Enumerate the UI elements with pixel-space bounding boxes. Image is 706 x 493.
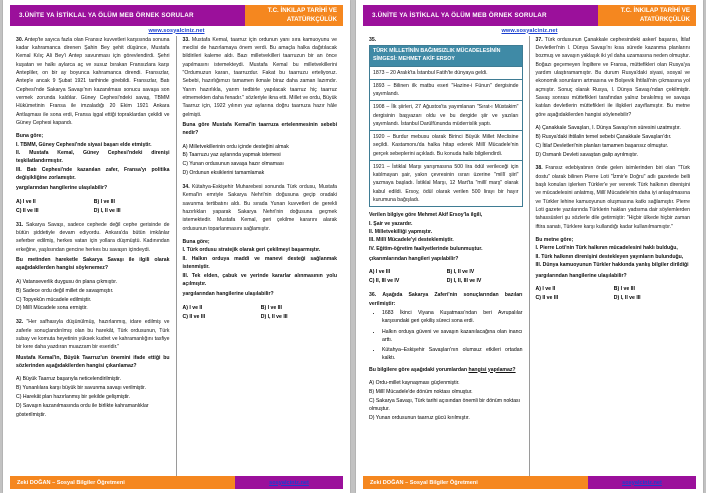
option-c[interactable]: C) Sakarya Savaşı, Türk tarihi açısından önemli bir dönüm noktası olmuştur. — [369, 397, 521, 413]
option-c[interactable]: C) Topyekûn mücadele edilmiştir. — [16, 296, 92, 303]
question-36-stem — [369, 366, 523, 374]
question-35-options — [369, 268, 523, 286]
question-35-roman-3: III. Millî Mücadele'yi desteklemiştir. — [369, 237, 454, 244]
option-a[interactable]: A) Büyük Taarruz başarıyla neticelendirilmiştir. — [16, 376, 122, 383]
bullet-item: • Kütahya–Eskişehir Savaşları'nın olumsuz etkileri ortadan kalktı. — [382, 346, 523, 363]
question-34-stem: yargılarından hangilerine ulaşılabilir? — [182, 291, 274, 298]
question-38-roman-3: III. Dünya kamuoyunun Türkler hakkında yanlış bilgiler dirildiği — [535, 262, 689, 269]
course-title-line2: ATATÜRKÇÜLÜK — [639, 15, 690, 23]
question-35-number: 35. — [369, 36, 377, 43]
question-32-options — [16, 375, 170, 419]
option-c[interactable]: C) Harekât plan hazırlanmış bir şekilde gelişmiştir. — [16, 394, 130, 400]
option-c[interactable]: C) II ve III — [182, 313, 206, 320]
option-d[interactable]: D) I, II ve III — [613, 294, 641, 301]
option-b[interactable]: B) Taarruzu yaz aylarında yapmak istemesi — [182, 152, 281, 159]
option-a[interactable]: A) I ve II — [182, 304, 203, 311]
question-30-lead: Buna göre; — [16, 133, 44, 140]
question-37 — [536, 36, 691, 119]
question-35-number-line — [369, 36, 523, 44]
question-38-number: 38. — [535, 165, 543, 172]
option-a[interactable]: A) I ve II — [16, 198, 36, 205]
option-a[interactable]: A) Milletvekillerinin ordu içinde desteğini almak — [182, 143, 289, 150]
question-36-lead-line — [369, 291, 523, 308]
question-37-number: 37. — [535, 36, 543, 43]
course-title — [598, 5, 696, 26]
option-d[interactable]: D) I, II, III ve IV — [446, 278, 482, 285]
question-35-lead: Verilen bilgiye göre Mehmet Akif Ersoy'la ilgili, — [369, 212, 483, 219]
question-36-options — [369, 379, 523, 423]
question-38-romans — [536, 236, 691, 280]
option-d[interactable]: D) Ordunun eksiklerini tamamlamak — [182, 170, 265, 177]
question-38-roman-2: II. Türk halkının direnişini destekleyen yayınların bulunduğu, — [535, 253, 684, 260]
option-b[interactable]: B) I ve III — [260, 304, 282, 311]
question-30-roman-1: I. TBMM, Güney Cephesi'nde siyasi başarı elde etmiştir. — [16, 141, 152, 148]
page-columns — [363, 36, 696, 477]
question-30-roman-2: II. Mustafa Kemal, Güney Cephesi'ndeki direnişi teşkilatlandırmıştır. — [16, 149, 170, 165]
column-right — [530, 36, 697, 477]
question-37-options — [536, 124, 691, 159]
option-a[interactable]: A) I ve III — [369, 269, 391, 276]
question-31-options — [16, 278, 170, 313]
option-a[interactable]: A) Vatanseverlik duygusu ön plana çıkmıştır. — [16, 278, 118, 285]
question-35-roman-2: II. Milletvekilliği yapmıştır. — [369, 228, 433, 235]
question-30-roman-3: III. Batı Cephesi'nde kazanılan zafer, Fransa'yı politika değişikliğine zorlamıştır. — [16, 166, 170, 181]
option-c[interactable]: C) II ve III — [535, 294, 559, 301]
infobox-row: 1908 – İlk şiirleri, 27 Ağustos'ta yayımlanan "Sırat-ı Müstakim" dergisinin başyazarı oldu ve bu dergide şiir ve yazıları yayımlandı. İstanbul Darülfünunda müderrislik yaptı. — [370, 100, 522, 130]
site-link-top[interactable]: www.sosyalciniz.net — [501, 27, 558, 34]
question-35-roman-4: IV. Eğitim-öğretim faaliyetlerinde bulunmuştur. — [369, 245, 483, 252]
option-b[interactable]: B) I ve III — [93, 198, 115, 205]
question-36-stem-line1: Bu bilgilere göre aşağıdaki yorumlardan — [369, 366, 467, 373]
question-32-body: "Her safhasıyla düşünülmüş, hazırlanmış, idare edilmiş ve zaferle sonuçlandırılmış olan bu harekât, Türk ordusunun, Türk subay ve komuta heyetinin yüksek kudret ve kahramanlığını tasfiye bir kere daha yazdıran muazzam bir eseridir." — [16, 319, 170, 351]
question-36-number: 36. — [369, 292, 377, 299]
infobox-row: 1893 – Bilinen ilk matbu eseri "Hazine-i Fünun" dergisinde yayımlandı. — [370, 79, 522, 101]
question-36-bullets — [369, 309, 523, 363]
option-a[interactable]: A) Ordu-millet kaynaşması güçlenmiştir. — [369, 379, 460, 386]
question-33-number: 33. — [182, 36, 190, 43]
page-footer — [10, 476, 343, 489]
footer-author: Zeki DOĞAN – Sosyal Bilgiler Öğretmeni — [10, 476, 235, 489]
column-left — [10, 36, 177, 477]
option-c[interactable]: C) Yunan ordusunun savaşa hazır olmaması — [182, 161, 284, 168]
option-d[interactable]: D) Osmanlı Devleti savaştan galip ayrılmıştır. — [535, 151, 639, 158]
question-31-body: Sakarya Savaşı, sadece cephede değil cephe gerisinde de bütün şiddetiyle devam ediyordu. Ankara'da bütün imkânlar seferber edilmiş, herkes vatan için yollara düşmüştü. Kadınından erkeğine, yaşlısından gencine herkes bu savaşın içindeydi. — [16, 221, 170, 253]
option-d[interactable]: D) I, II ve III — [93, 207, 121, 214]
question-35-romans — [369, 211, 523, 263]
question-30-body: Antep'te sayıca fazla olan Fransız kuvvetleri karşısında sonuna kadar kahramanca direnen Şahin Bey şehit düşünce, Mustafa Kemal Kılıç Ali Bey'i Antep savunması için görevlendirdi. Şehri kuşatan ve halkı aylarca aç ve susuz bırakan Fransızlara karşı Antepliler, on bir ay boyunca kahramanca direndi. Fransızlar, Antep'e ancak 9 Şubat 1921 tarihinde girebildi. Fransızlar, Batı Cephesi'nde Sakarya Savaşı'nın kazanılması sonucu savaşa son vermek zorunda kaldılar. Güney Cephesi'ndeki savaş, TBMM Hükümetinin Fransa ile imzaladığı 20 Ekim 1921 Ankara Antlaşması ile sona erdi, Fransa işgal ettiği topraklardan çekildi ve Güney Cephesi kapandı. — [16, 36, 170, 126]
option-b[interactable]: B) I ve III — [613, 285, 635, 292]
page-columns — [10, 36, 343, 477]
course-title — [245, 5, 343, 26]
footer-site-link[interactable]: sosyalciniz.net — [235, 476, 343, 489]
option-c[interactable]: C) II, III ve IV — [369, 278, 400, 285]
site-link-top[interactable]: www.sosyalciniz.net — [148, 27, 205, 34]
option-c[interactable]: C) II ve III — [16, 207, 39, 214]
question-30-number: 30. — [16, 36, 24, 43]
option-b[interactable]: B) Millî Mücadele'de dönüm noktası olmuştur. — [369, 388, 473, 395]
option-a[interactable]: A) I ve II — [535, 285, 556, 292]
question-38-options — [536, 285, 691, 303]
question-38-lead: Bu metne göre; — [535, 237, 574, 244]
bullet-item: • Halkın orduya güveni ve savaşın kazanılacağına olan inancı arttı. — [382, 328, 523, 345]
option-b[interactable]: B) Rusya'daki ihtilalin temel sebebi Çanakkale Savaşları'dır. — [535, 133, 672, 140]
question-33 — [183, 36, 338, 138]
column-right — [177, 36, 344, 477]
bullet-item: • 1683 İkinci Viyana Kuşatması'ndan beri Avrupalılar karşısındaki geri çekiliş süreci sona erdi. — [382, 309, 523, 326]
question-33-body: Mustafa Kemal, taarruz için ordunun yanı sıra kamuoyunu ve meclisi de hazırlamaya önem verdi. Bu amaçla halka dağıtılacak bildirileri kaleme aldı. Bazı milletvekilleri taarruzun bir an önce yapılmasını istemekteydi. Mustafa Kemal bu milletvekillerini "Ordumuzun kararı, taarruzdur. Fakat bu taarruzu erteliyoruz. Sebebi, hazırlığımızı tamamen ikmale biraz daha zaman lazımdır. Yarım hazırlıkla, yarım tedbirle yapılacak taarruz hiç taarruz etmemekten daha fenadır." sözleriyle ikna etti. Millet ve ordu, Büyük Taarruz için, 1922 yılının yaz aylarına doğru taarruza hazır hâle gelmişti. — [182, 36, 337, 118]
option-d[interactable]: D) I, II ve III — [260, 313, 288, 320]
infobox-row: 1920 – Burdur mebusu olarak Birinci Büyük Millet Meclisine seçildi. Kastamonu'da halka hitap ederek Millî Mücadele'nin gerçek sebeplerini açıkladı. Bu konuda halkı bilgilendirdi. — [370, 130, 522, 160]
course-title-line1: T.C. İNKILAP TARİHİ VE — [267, 6, 337, 14]
question-35-roman-1: I. Şair ve yazardır. — [369, 220, 413, 227]
footer-author: Zeki DOĞAN – Sosyal Bilgiler Öğretmeni — [363, 476, 588, 489]
question-38-stem: yargılarından hangilerine ulaşılabilir? — [535, 272, 627, 279]
question-38 — [536, 164, 691, 231]
option-d[interactable]: D) Millî Mücadele sona ermiştir. — [16, 305, 88, 312]
infobox-title: TÜRK MİLLETİNİN BAĞIMSIZLIK MÜCADELESİNİN SİMGESİ: MEHMET AKİF ERSOY — [370, 46, 522, 66]
question-31 — [16, 221, 170, 273]
question-34-roman-3: III. Tek elden, çabuk ve yerinde kararlar alınmasının yolu açılmıştır. — [182, 272, 337, 287]
question-36-stem-line2: hangisi yapılamaz? — [468, 366, 516, 373]
page-header — [363, 5, 696, 26]
question-34 — [183, 183, 338, 233]
mehmet-akif-ersoy-infobox — [369, 45, 523, 207]
unit-title: 3.ÜNİTE YA İSTİKLAL YA ÖLÜM MEB ÖRNEK SORULAR — [10, 5, 245, 26]
option-b[interactable]: B) I, II ve IV — [446, 269, 475, 276]
option-d[interactable]: D) Savaşın kazanılmasında ordu ile birlikte kahramanlıklar gösterilmiştir. — [16, 402, 149, 418]
unit-title: 3.ÜNİTE YA İSTİKLAL YA ÖLÜM MEB ÖRNEK SORULAR — [363, 5, 598, 26]
question-34-number: 34. — [182, 184, 190, 191]
option-b[interactable]: B) Yunanlılara karşı büyük bir savunma savaşı verilmiştir. — [16, 385, 146, 392]
question-34-body: Kütahya-Eskişehir Muharebesi sonunda Türk ordusu, Mustafa Kemal'in emriyle Sakarya Nehri'nin doğusuna geçip oradaki savunma tertibatını aldı. Bu sırada Yunan kuvvetleri de gerekli hazırlıkları yaparak Sakarya Nehri'nin doğusuna geçmek istemektedir. Mustafa Kemal, geri çekilme kararını alarak ordusunun toparlanmasını sağlamıştır. — [182, 184, 337, 232]
question-35-stem: çıkarımlarından hangileri yapılabilir? — [369, 255, 459, 262]
question-34-options — [183, 304, 338, 322]
question-30-romans — [16, 132, 170, 192]
question-32-number: 32. — [16, 319, 24, 326]
question-34-roman-2: II. Halkın orduya maddi ve manevi desteği sağlanmak istenmiştir. — [182, 255, 337, 271]
question-36-lead: Aşağıda Sakarya Zaferi'nin sonuçlarından bazıları verilmiştir: — [369, 292, 523, 307]
question-33-stem: Buna göre Mustafa Kemal'in taarruza ertelenmesinin sebebi nedir? — [182, 121, 337, 137]
course-title-line1: T.C. İNKILAP TARİHİ VE — [620, 6, 690, 14]
question-32 — [16, 318, 170, 370]
question-38-body: Fransız edebiyatının önde gelen isimlerinden biri olan "Türk dostu" olarak bilinen Pierre Loti "İzmir'e Doğru" adlı gazetede belli başlı konuları işlerken Türkler'e yer vererek Türk halkının direnişini ve mücadelesini anlatmış, Millî Mücadele'nin daha iyi anlaşılmasına ve Türkler lehine kamuoyunun oluşmasına katkı sağlamıştır. Pierre Loti gazete yazılarında Türklerin hakları yadsıma dair söylemlerden tahassüsleri şu sözlerle dile getirmiştir: "Hiçbir ülkede hiçbir zaman iftira sanatı, Türklere karşı kullandığı kadar kullanılmamıştır." — [535, 165, 690, 230]
option-a[interactable]: A) Çanakkale Savaşları, I. Dünya Savaşı'nın süresini uzatmıştır. — [535, 124, 681, 131]
question-37-body: Türk ordusunun Çanakkale cephesindeki askerî başarısı, İtilaf Devletleri'nin I. Dünya Savaşı'nı kısa sürede kazanma planlarını bozmuş ve savaşın yaklaşık iki yıl daha uzamasına neden olmuştur. Boğazı geçemeyen İngiltere ve Fransa, müttefikleri olan Rusya'ya yardım ulaştıramamıştır. Bu durum Rusya'daki siyasi, sosyal ve ekonomik sorunların artmasına ve Bolşevik İhtilali'nin çıkmasına yol açmıştır. Sonuç olarak Rusya, I. Dünya Savaşı'ndan çekilmiştir. Savaş sonrası müttefikleri tarafından yalnız bırakılmış ve savaşa katılan devletlerin müttefikleri ile ilişkileri zayıflamıştır. Bu metne göre aşağıdakilerden hangisi söylenebilir? — [535, 36, 690, 118]
question-30-options — [16, 198, 170, 216]
option-b[interactable]: B) Sadece ordu değil millet de savaşmıştır. — [16, 287, 114, 294]
footer-site-link[interactable]: sosyalciniz.net — [588, 476, 696, 489]
question-34-lead: Buna göre; — [182, 239, 210, 246]
option-c[interactable]: C) İtilaf Devletleri'nin planları tamamen başarısız olmuştur. — [535, 142, 669, 149]
question-31-stem: Bu metinden hareketle Sakarya Savaşı ile ilgili olarak aşağıdakilerden hangisi söylenemez? — [16, 257, 170, 272]
infobox-row: 1873 – 20 Aralık'ta İstanbul Fatih'te dünyaya geldi. — [370, 66, 522, 79]
question-31-number: 31. — [16, 221, 24, 228]
page-right — [356, 0, 703, 493]
question-30-stem: yargılarından hangilerine ulaşılabilir? — [16, 185, 108, 192]
question-30 — [16, 36, 170, 128]
infobox-row: 1921 – İstiklal Marşı yarışmasına 500 lira ödül verileceği için katılmayan şair, yakın çevresinin ısrarı üzerine "millî şiiri" yazmaya başladı. İstiklal Marşı, 12 Mart'ta "millî marş" olarak kabul edildi. Ersoy, ödül olarak verilen 500 lirayı bir hayır kurumuna bağışladı. — [370, 160, 522, 206]
page-footer — [363, 476, 696, 489]
option-d[interactable]: D) Yunan ordusunun taarruz gücü kırılmıştır. — [369, 415, 470, 422]
question-34-romans — [183, 238, 338, 298]
page-left — [3, 0, 350, 493]
page-header — [10, 5, 343, 26]
course-title-line2: ATATÜRKÇÜLÜK — [286, 15, 337, 23]
question-32-stem: Mustafa Kemal'in, Büyük Taarruz'un önemini ifade ettiği bu sözlerinden aşağıdakilerden hangisi çıkarılamaz? — [16, 354, 170, 369]
column-left — [363, 36, 530, 477]
question-38-roman-1: I. Pierre Loti'nin Türk halkının mücadelesini haklı bulduğu, — [535, 245, 678, 252]
question-34-roman-1: I. Türk ordusu stratejik olarak geri çekilmeyi başarmıştır. — [182, 247, 321, 254]
question-33-options — [183, 143, 338, 178]
